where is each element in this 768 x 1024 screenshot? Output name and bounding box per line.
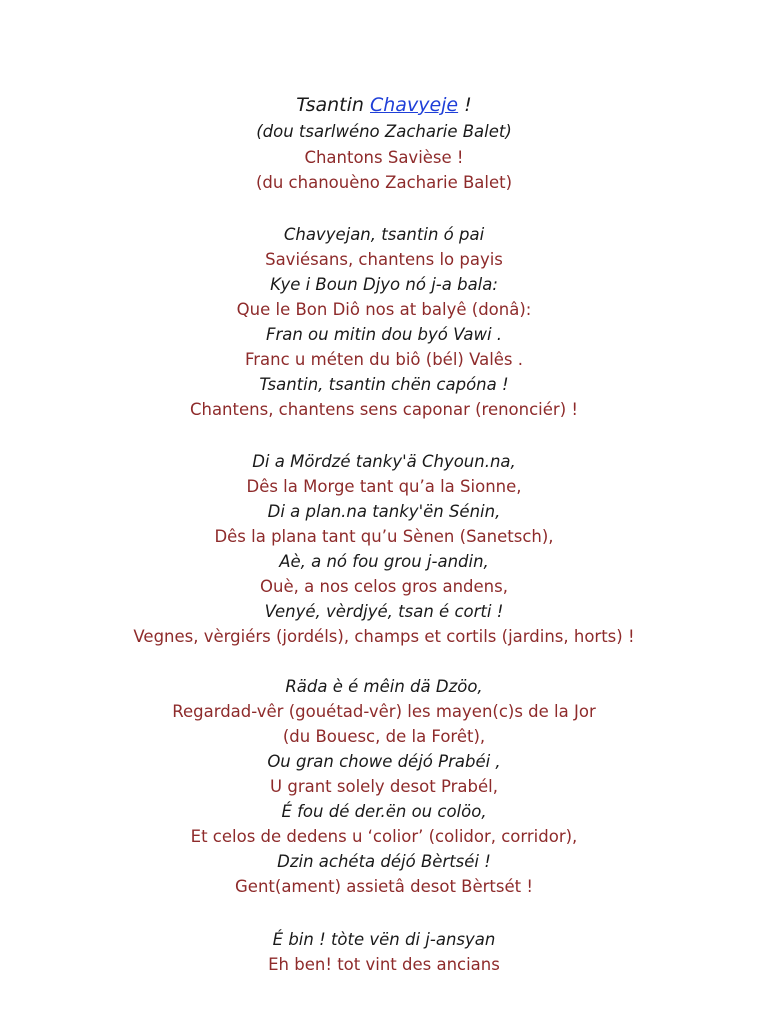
stanza3-line5: U grant solely desot Prabél,	[270, 777, 498, 796]
stanza3-line8: Dzin achéta déjó Bèrtséi !	[277, 852, 491, 871]
stanza3-line1: Räda è é mêin dä Dzöo,	[285, 677, 483, 696]
stanza1-line4: Que le Bon Diô nos at balyê (donâ):	[236, 300, 532, 319]
stanza3-line3: (du Bouesc, de la Forêt),	[282, 727, 486, 746]
stanza3-line6: É fou dé der.ën ou colöo,	[281, 802, 487, 821]
title-french: Chantons Savièse !	[304, 148, 464, 167]
stanza2-line6: Ouè, a nos celos gros andens,	[260, 577, 508, 596]
stanza2-line4: Dês la plana tant qu’u Sènen (Sanetsch),	[214, 527, 554, 546]
stanza3-line7: Et celos de dedens u ‘colior’ (colidor, corridor),	[190, 827, 578, 846]
subtitle-patois: (dou tsarlwéno Zacharie Balet)	[256, 122, 512, 141]
song-title	[0, 94, 768, 116]
stanza3-line4: Ou gran chowe déjó Prabéi ,	[267, 752, 501, 771]
stanza2-line8: Vegnes, vèrgiérs (jordéls), champs et cortils (jardins, horts) !	[133, 627, 635, 646]
stanza4-line2: Eh ben! tot vint des ancians	[268, 955, 500, 974]
stanza1-line5: Fran ou mitin dou byó Vawi .	[265, 325, 503, 344]
stanza2-line3: Di a plan.na tanky'ën Sénin,	[267, 502, 501, 521]
stanza2-line2: Dês la Morge tant qu’a la Sionne,	[246, 477, 522, 496]
stanza2-line1: Di a Mördzé tanky'ä Chyoun.na,	[252, 452, 516, 471]
stanza1-line6: Franc u méten du biô (bél) Valês .	[244, 350, 524, 369]
stanza1-line3: Kye i Boun Djyo nó j-a bala:	[270, 275, 498, 294]
title-link-chavyeje[interactable]: Chavyeje	[370, 94, 459, 116]
subtitle-french: (du chanouèno Zacharie Balet)	[255, 173, 513, 192]
stanza3-line9: Gent(ament) assietâ desot Bèrtsét !	[235, 877, 533, 896]
stanza2-line7: Venyé, vèrdjyé, tsan é corti !	[264, 602, 504, 621]
title-text: Tsantin	[296, 94, 364, 116]
stanza1-line1: Chavyejan, tsantin ó pai	[283, 225, 485, 244]
stanza4-line1: É bin ! tòte vën di j-ansyan	[272, 930, 496, 949]
stanza2-line5: Aè, a nó fou grou j-andin,	[279, 552, 489, 571]
stanza1-line8: Chantens, chantens sens caponar (renonciér) !	[189, 400, 579, 419]
stanza1-line7: Tsantin, tsantin chën capóna !	[259, 375, 509, 394]
stanza1-line2: Saviésans, chantens lo payis	[265, 250, 503, 269]
stanza3-line2: Regardad-vêr (gouétad-vêr) les mayen(c)s de la Jor	[172, 702, 596, 721]
title-exclamation: !	[458, 94, 472, 116]
